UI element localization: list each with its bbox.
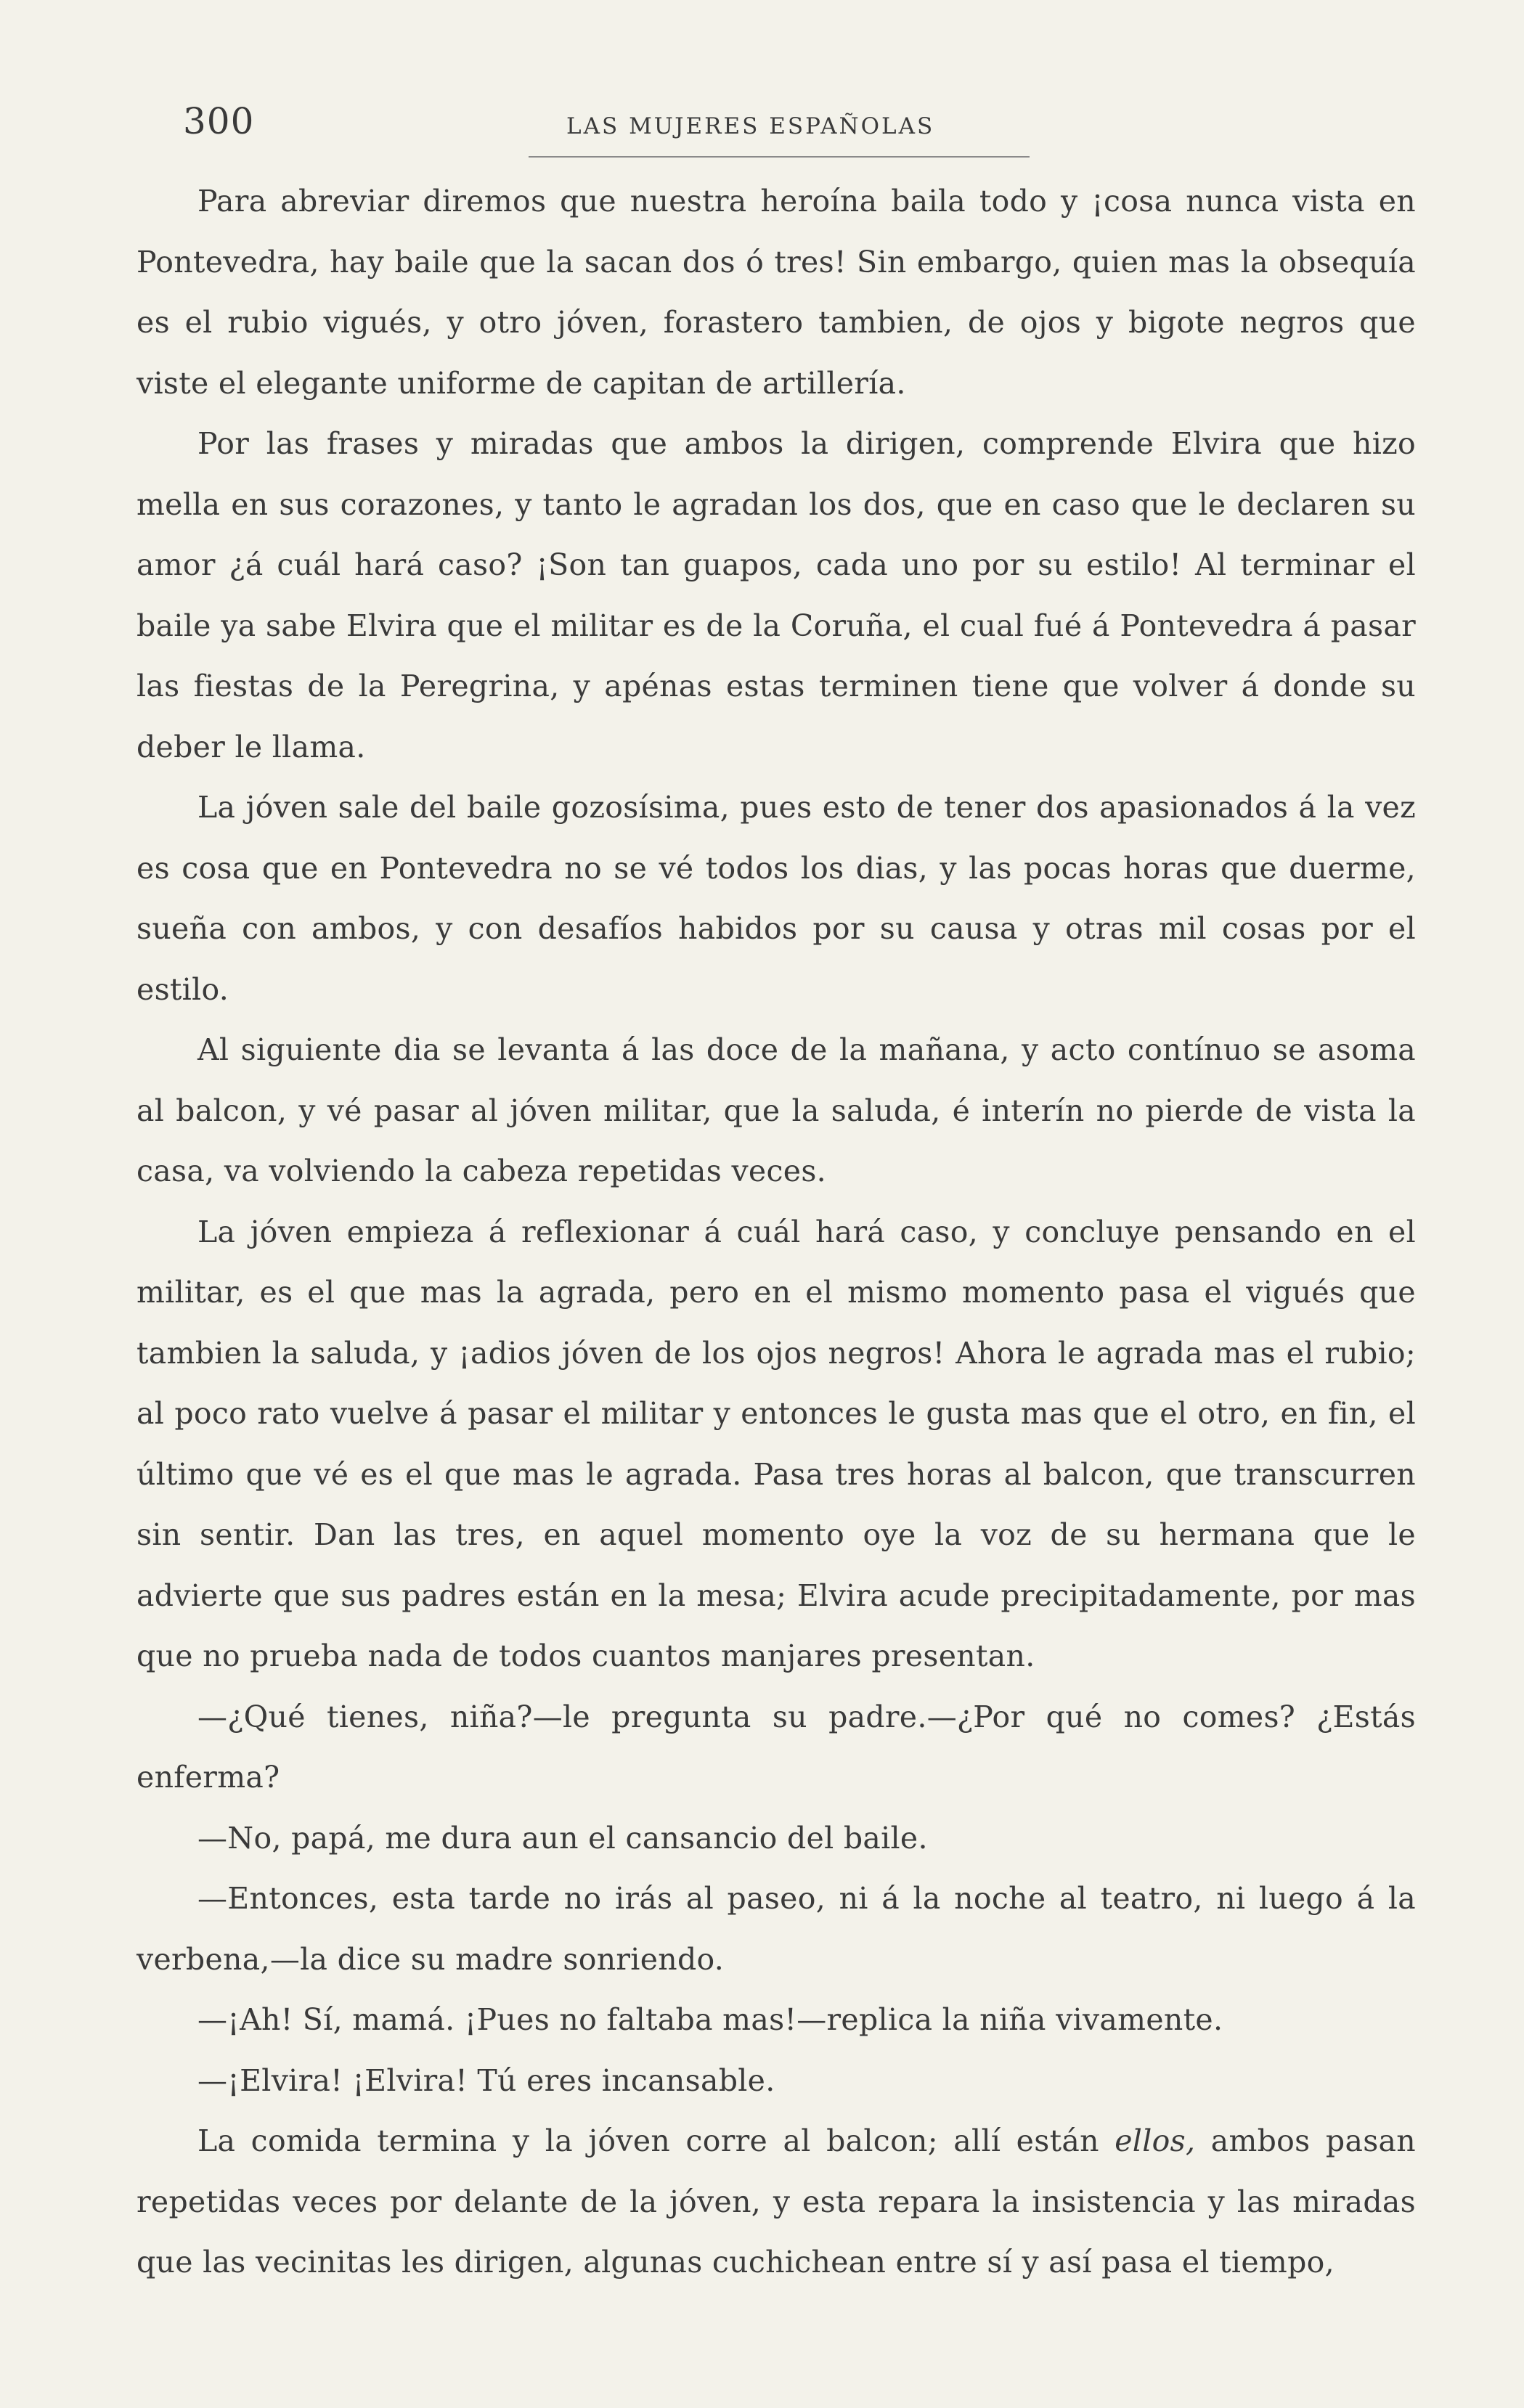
dialogue-line: —¡Elvira! ¡Elvira! Tú eres incansable. (197, 2062, 775, 2098)
dialogue-line: —¡Ah! Sí, mamá. ¡Pues no faltaba mas!—replica la niña vivamente. (197, 2002, 1223, 2037)
paragraph: La jóven sale del baile gozosísima, pues esto de tener dos apasionados á la vez es cosa que en Pontevedra no se vé todos los dias, y las pocas horas que duerme, sueña con ambos, y con desafíos habidos por su causa y otras mil cosas por el estilo. (136, 790, 1416, 1007)
paragraph: Al siguiente dia se levanta á las doce de la mañana, y acto contínuo se asoma al balcon, y vé pasar al jóven militar, que la saluda, é interín no pierde de vista la casa, va volviendo la cabeza repetidas veces. (136, 1032, 1416, 1188)
paragraph-last (136, 2111, 1416, 2293)
paragraph: Para abreviar diremos que nuestra heroína baila todo y ¡cosa nunca vista en Pontevedra, hay baile que la sacan dos ó tres! Sin embargo, quien mas la obsequía es el rubio vigués, y otro jóven, forastero tambien, de ojos y bigote negros que viste el elegante uniforme de capitan de artillería. (136, 184, 1416, 401)
dialogue-line: —Entonces, esta tarde no irás al paseo, ni á la noche al teatro, ni luego á la verbena,—la dice su madre sonriendo. (136, 1881, 1416, 1977)
header-rule (529, 156, 1030, 158)
dialogue-line: —No, papá, me dura aun el cansancio del baile. (197, 1820, 928, 1856)
paragraph-text: La comida termina y la jóven corre al balcon; allí están (197, 2123, 1115, 2158)
paragraph-text: ambos pasan repetidas veces por delante de la jóven, y esta repara la insistencia y las miradas que las vecinitas les dirigen, algunas cuchichean entre sí y así pasa el tiempo, (136, 2123, 1416, 2280)
paragraph: La jóven empieza á reflexionar á cuál hará caso, y concluye pensando en el militar, es el que mas la agrada, pero en el mismo momento pasa el vigués que tambien la saluda, y ¡adios jóven de los ojos negros! Ahora le agrada mas el rubio; al poco rato vuelve á pasar el militar y entonces le gusta mas que el otro, en fin, el último que vé es el que mas le agrada. Pasa tres horas al balcon, que transcurren sin sentir. Dan las tres, en aquel momento oye la voz de su hermana que le advierte que sus padres están en la mesa; Elvira acude precipitadamente, por mas que no prueba nada de todos cuantos manjares presentan. (136, 1214, 1416, 1673)
body-text (136, 171, 1416, 2293)
page-number: 300 (183, 100, 255, 142)
paragraph: Por las frases y miradas que ambos la dirigen, comprende Elvira que hizo mella en sus corazones, y tanto le agradan los dos, que en caso que le declaren su amor ¿á cuál hará caso? ¡Son tan guapos, cada uno por su estilo! Al terminar el baile ya sabe Elvira que el militar es de la Coruña, el cual fué á Pontevedra á pasar las fiestas de la Peregrina, y apénas estas terminen tiene que volver á donde su deber le llama. (136, 426, 1416, 764)
dialogue-line: —¿Qué tienes, niña?—le pregunta su padre.—¿Por qué no comes? ¿Estás enferma? (136, 1699, 1416, 1795)
running-title: LAS MUJERES ESPAÑOLAS (566, 113, 935, 139)
italic-emphasis: ellos, (1115, 2123, 1196, 2158)
